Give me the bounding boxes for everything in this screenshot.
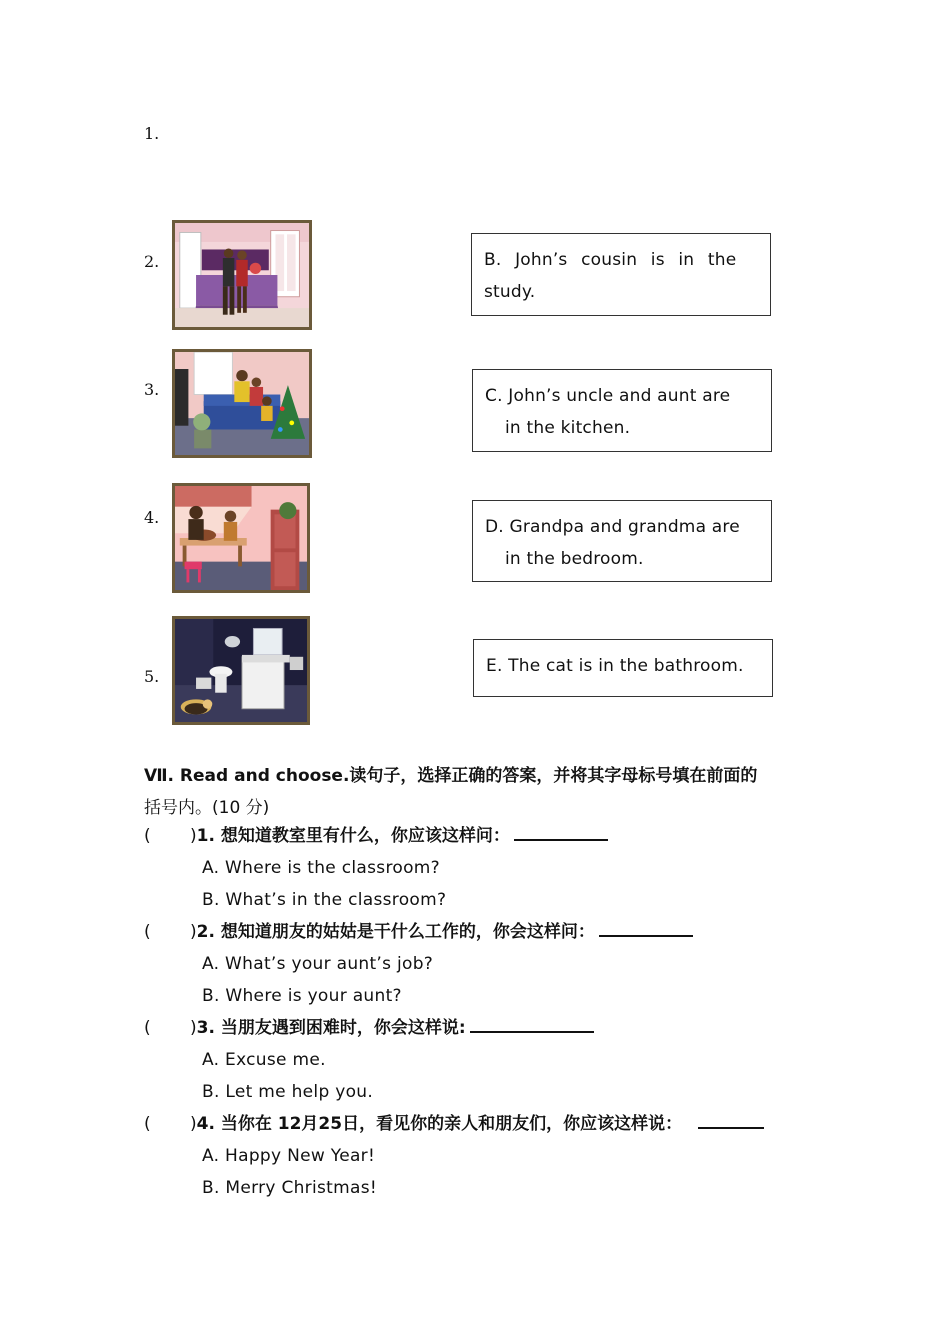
answer-blank[interactable] (514, 821, 608, 841)
question-4-option-b: B. Merry Christmas! (202, 1178, 377, 1198)
question-2-option-b: B. Where is your aunt? (202, 986, 402, 1006)
answer-paren-open[interactable]: ( (144, 1114, 151, 1134)
question-3-text: 3. 当朋友遇到困难时，你会这样说: (196, 1018, 466, 1038)
answer-blank[interactable] (599, 917, 693, 937)
answer-paren-close: ) (190, 1114, 197, 1134)
section-7-heading-line2: 括号内。(10 分) (144, 798, 270, 818)
bathroom-cat-icon (172, 616, 310, 725)
question-2-option-a: A. What’s your aunt’s job? (202, 954, 434, 974)
answer-box-c (472, 369, 772, 452)
living-room-family-icon (172, 349, 312, 458)
answer-paren-open[interactable]: ( (144, 1018, 151, 1038)
kitchen-couple-icon (172, 483, 310, 593)
answer-paren-close: ) (190, 922, 197, 942)
section-7-heading-line1: Ⅶ. Read and choose.读句子，选择正确的答案，并将其字母标号填在前面的 (144, 766, 758, 786)
question-1 (144, 820, 608, 852)
answer-paren-close: ) (190, 1018, 197, 1038)
answer-c-line1: C. John’s uncle and aunt are (485, 386, 731, 406)
question-3-option-b: B. Let me help you. (202, 1082, 374, 1102)
answer-box-b (471, 233, 771, 316)
answer-d-line2: in the bedroom. (505, 549, 644, 569)
bedroom-grandparents-icon (172, 220, 312, 330)
answer-box-d (472, 500, 772, 582)
item-number-3: 3. (144, 380, 160, 399)
answer-blank[interactable] (470, 1013, 594, 1033)
question-2 (144, 916, 693, 948)
answer-paren-open[interactable]: ( (144, 826, 151, 846)
answer-b-line1: B. John’s cousin is in the (484, 250, 737, 270)
question-3 (144, 1012, 594, 1044)
answer-paren-close: ) (190, 826, 197, 846)
question-4 (144, 1108, 764, 1140)
question-1-text: 1. 想知道教室里有什么，你应该这样问： (196, 826, 510, 846)
answer-c-line2: in the kitchen. (505, 418, 631, 438)
answer-paren-open[interactable]: ( (144, 922, 151, 942)
question-4-option-a: A. Happy New Year! (202, 1146, 376, 1166)
answer-b-line2: study. (484, 282, 536, 302)
item-number-5: 5. (144, 667, 160, 686)
question-4-text: 4. 当你在 12月25日，看见你的亲人和朋友们，你应该这样说： (196, 1114, 683, 1134)
question-1-option-b: B. What’s in the classroom? (202, 890, 447, 910)
question-2-text: 2. 想知道朋友的姑姑是干什么工作的，你会这样问： (196, 922, 595, 942)
item-number-4: 4. (144, 508, 160, 527)
answer-e-line1: E. The cat is in the bathroom. (486, 656, 744, 676)
answer-box-e (473, 639, 773, 697)
answer-blank[interactable] (698, 1109, 764, 1129)
item-number-2: 2. (144, 252, 160, 271)
answer-d-line1: D. Grandpa and grandma are (485, 517, 740, 537)
question-3-option-a: A. Excuse me. (202, 1050, 326, 1070)
question-1-option-a: A. Where is the classroom? (202, 858, 440, 878)
item-number-1: 1. (144, 124, 160, 143)
section-7-heading (144, 760, 824, 824)
